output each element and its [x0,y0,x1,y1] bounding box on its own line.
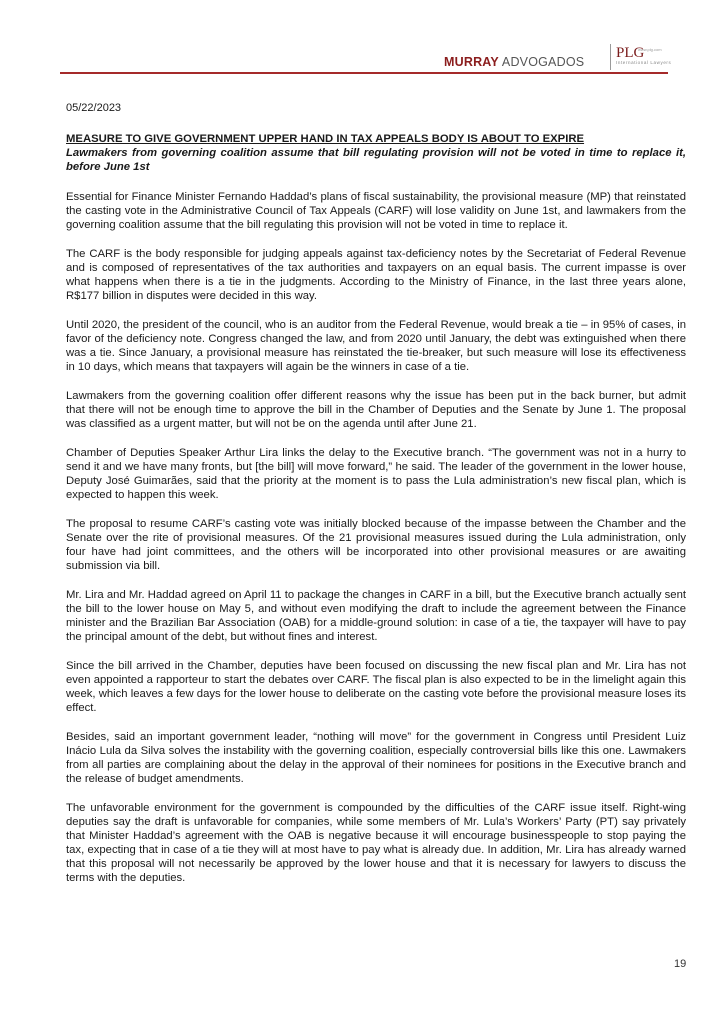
article-paragraph: Since the bill arrived in the Chamber, deputies have been focused on discussing the new fiscal plan and Mr. Lira has not even appointed a rapporteur to start the debates over CARF. The fiscal plan is also expected to be in the limelight again this week, which leaves a few days for the lower house to deliberate on the casting vote before the provisional measure loses its effect. [66,660,686,714]
article-date: 05/22/2023 [66,102,122,114]
header-rule [60,72,668,74]
article-paragraph: Mr. Lira and Mr. Haddad agreed on April 11 to package the changes in CARF in a bill, but the Executive branch actually sent the bill to the lower house on May 5, and without even modifying the draft to include the agreement between the Finance minister and the Brazilian Bar Association (OAB) for a middle-ground solution: in case of a tie, the taxpayer will have to pay the principal amount of the debt, but without fines and interest. [66,589,686,643]
page-header [0,0,728,80]
brand-bold: MURRAY [444,55,499,69]
murray-advogados-logo [444,55,584,69]
plg-logo [616,44,678,68]
article-paragraph: Essential for Finance Minister Fernando Haddad’s plans of fiscal sustainability, the provisional measure (MP) that reinstated the casting vote in the Administrative Council of Tax Appeals (CARF) will lose validity on June 1st, and lawmakers from the governing coalition assume that the bill regulating this provision will not be voted in time to replace it. [66,191,686,231]
article-paragraph: The proposal to resume CARF’s casting vote was initially blocked because of the impasse between the Chamber and the Senate over the rite of provisional measures. Of the 21 provisional measures issued during the Lula administration, only four have had joint committees, and the others will be incorporated into other provisional measures or are awaiting submission via bill. [66,518,686,572]
article [66,102,686,900]
plg-logo-small-text: www.plg.com [638,47,662,52]
plg-logo-mark: PLG [616,45,645,61]
article-paragraph: Lawmakers from the governing coalition offer different reasons why the issue has been put in the back burner, but admit that there will not be enough time to approve the bill in the Chamber of Deputies and the Senate by June 1. The proposal was classified as a urgent matter, but will not be on the agenda until after June 21. [66,390,686,430]
plg-logo-tagline: International Lawyers [616,60,672,65]
page-number: 19 [674,958,687,970]
article-paragraph: Chamber of Deputies Speaker Arthur Lira links the delay to the Executive branch. “The government was not in a hurry to send it and we have many fronts, but [the bill] will move forward,” he said. The leader of the government in the lower house, Deputy José Guimarães, said that the priority at the moment is to pass the Lula administration’s new fiscal plan, which is expected to happen this week. [66,447,686,501]
article-paragraph: The CARF is the body responsible for judging appeals against tax-deficiency notes by the Secretariat of Federal Revenue and is composed of representatives of the tax authorities and taxpayers on an equal basis. The current impasse is over what happens when there is a tie in the judgments. According to the Ministry of Finance, in the last three years alone, R$177 billion in disputes were decided in this way. [66,248,686,302]
article-headline: MEASURE TO GIVE GOVERNMENT UPPER HAND IN TAX APPEALS BODY IS ABOUT TO EXPIRE [66,133,585,145]
article-paragraph: The unfavorable environment for the government is compounded by the difficulties of the CARF issue itself. Right-wing deputies say the draft is unfavorable for companies, while some members of Mr. Lula’s Workers’ Party (PT) say privately that Minister Haddad’s agreement with the OAB is negative because it will encourage businesspeople to stop paying the tax, expecting that in case of a tie they will at most have to pay what is already due. In addition, Mr. Lira has already warned that this proposal will not necessarily be approved by the lower house and that it is necessary for lawyers to discuss the terms with the deputies. [66,802,686,884]
brand-light: ADVOGADOS [498,55,585,69]
brand-divider [610,44,611,70]
article-paragraph: Besides, said an important government leader, “nothing will move” for the government in Congress until President Luiz Inácio Lula da Silva solves the instability with the governing coalition, especially controversial bills like this one. Lawmakers from all parties are complaining about the delay in the approval of their nominees for positions in the Executive branch and the release of budget amendments. [66,731,686,785]
article-subheadline: Lawmakers from governing coalition assume that bill regulating provision will not be voted in time to replace it, before June 1st [66,147,686,173]
article-paragraph: Until 2020, the president of the council, who is an auditor from the Federal Revenue, would break a tie – in 95% of cases, in favor of the deficiency note. Congress changed the law, and from 2020 until January, the debt was extinguished when there was a tie. Since January, a provisional measure has reinstated the tie-breaker, but such measure will lose its effectiveness in 10 days, which means that taxpayers will again be the winners in case of a tie. [66,319,686,373]
